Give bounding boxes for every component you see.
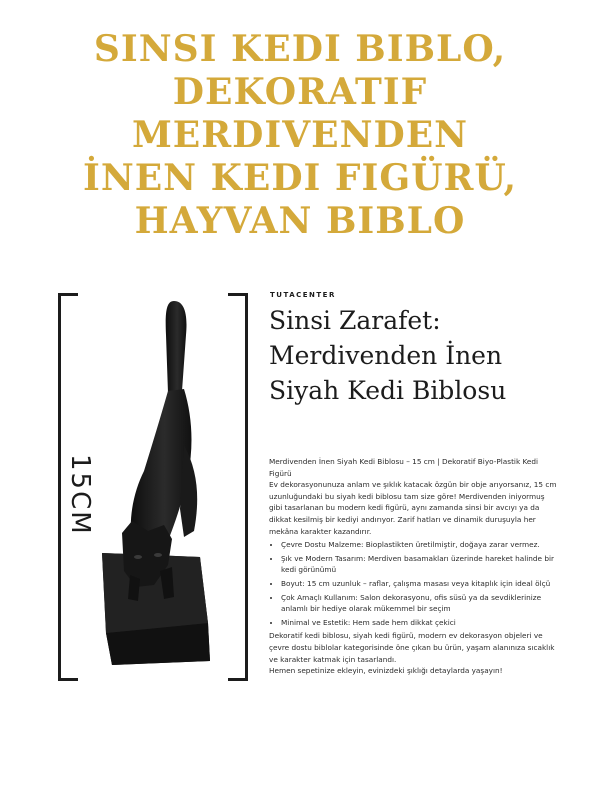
feature-item: • Çok Amaçlı Kullanım: Salon dekorasyonu, ofis süsü ya da sevdiklerinize anlamlı bir hediye olarak mükemmel bir seçim: [281, 592, 559, 615]
product-description: [269, 456, 559, 677]
headline-line: HAYVAN BIBLO: [134, 200, 466, 242]
product-photo: [58, 293, 248, 681]
brand-name: TUTACENTER: [270, 291, 336, 299]
call-to-action: Hemen sepetinize ekleyin, evinizdeki şıklığı detaylarda yaşayın!: [269, 666, 503, 676]
feature-item: • Şık ve Modern Tasarım: Merdiven basamakları üzerinde hareket halinde bir kedi görünümü: [281, 553, 559, 576]
size-label: 15CM: [65, 454, 95, 536]
description-closing: Dekoratif kedi biblosu, siyah kedi figürü, modern ev dekorasyon objeleri ve çevre dostu biblolar kategorisinde öne çıkan bu ürün, yaşam alanınıza sıcaklık ve karakter katmak için tasarlandı.: [269, 631, 555, 664]
headline-line: SINSI KEDI BIBLO,: [93, 28, 507, 70]
product-headline: [0, 28, 600, 243]
headline-line: İNEN KEDI FIGÜRÜ,: [82, 157, 518, 199]
title-line: Siyah Kedi Biblosu: [269, 376, 507, 405]
feature-item: • Çevre Dostu Malzeme: Bioplastikten üretilmiştir, doğaya zarar vermez.: [281, 539, 559, 551]
feature-item: • Minimal ve Estetik: Hem sade hem dikkat çekici: [281, 617, 559, 629]
headline-line: MERDIVENDEN: [131, 114, 469, 156]
black-cat-figurine: [88, 295, 218, 679]
feature-list: [269, 539, 559, 628]
size-bracket-right: [237, 293, 248, 681]
title-line: Merdivenden İnen: [269, 341, 503, 370]
product-title: [269, 303, 569, 408]
description-subtitle: Merdivenden İnen Siyah Kedi Biblosu – 15 cm | Dekoratif Biyo-Plastik Kedi Figürü: [269, 457, 539, 478]
feature-item: • Boyut: 15 cm uzunluk – raflar, çalışma masası veya kitaplık için ideal ölçü: [281, 578, 559, 590]
description-intro: Ev dekorasyonunuza anlam ve şıklık katacak özgün bir obje arıyorsanız, 15 cm uzunluğundaki bu siyah kedi biblosu tam size göre! Merdivenden iniyormuş gibi tasarlanan bu modern kedi figürü, aynı zamanda sinsi bir avcıyı ya da dikkat kesilmiş bir kediyi andırıyor. Zarif hatları ve dinamik duruşuyla her mekâna karakter kazandırır.: [269, 480, 557, 536]
title-line: Sinsi Zarafet:: [269, 306, 441, 335]
headline-line: DEKORATIF: [172, 71, 428, 113]
